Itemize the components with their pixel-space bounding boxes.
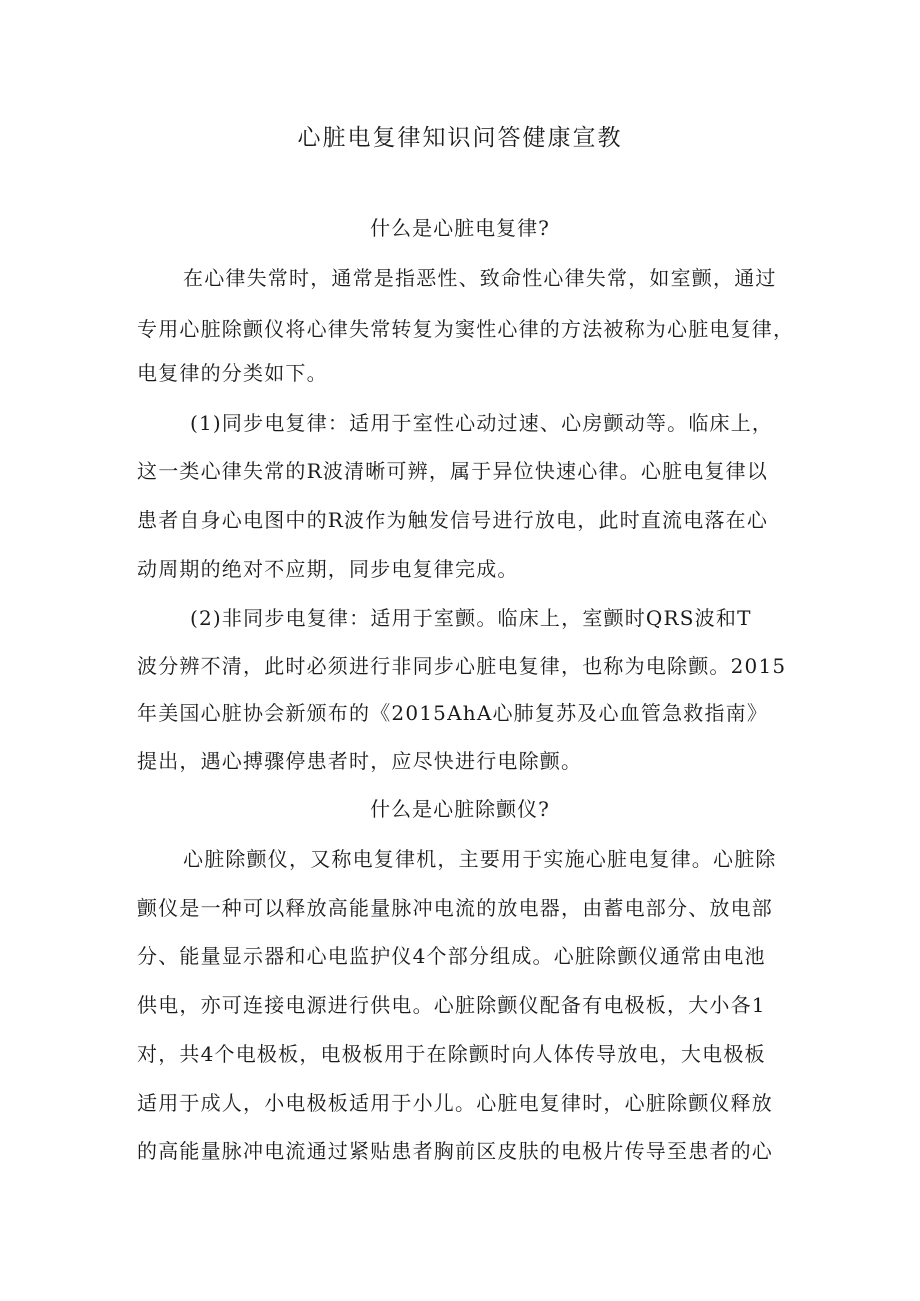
paragraph-line: (1)同步电复律：适用于室性心动过速、心房颤动等。临床上， [190, 411, 774, 435]
paragraph-line: 这一类心律失常的R波清晰可辨，属于异位快速心律。心脏电复律以 [137, 459, 769, 483]
paragraph-line: 电复律的分类如下。 [137, 361, 328, 385]
section-heading-defibrillator: 什么是心脏除颤仪? [370, 797, 550, 821]
paragraph-line: 波分辨不清，此时必须进行非同步心脏电复律，也称为电除颤。2015 [137, 654, 787, 678]
paragraph-line: 年美国心脏协会新颁布的《2015AhA心肺复苏及心血管急救指南》 [137, 701, 769, 725]
document-title: 心脏电复律知识问答健康宣教 [297, 125, 623, 151]
section-heading-electrical-cardioversion: 什么是心脏电复律? [370, 216, 550, 240]
paragraph-line: 提出，遇心搏骤停患者时，应尽快进行电除颤。 [137, 749, 583, 773]
paragraph-line: 患者自身心电图中的R波作为触发信号进行放电，此时直流电落在心 [137, 508, 769, 532]
paragraph-line: (2)非同步电复律：适用于室颤。临床上，室颤时QRS波和T [190, 606, 752, 630]
paragraph-line: 分、能量显示器和心电监护仪4个部分组成。心脏除颤仪通常由电池 [137, 944, 766, 968]
paragraph-line: 颤仪是一种可以释放高能量脉冲电流的放电器，由蓄电部分、放电部 [137, 896, 773, 920]
paragraph-line: 对，共4个电极板，电极板用于在除颤时向人体传导放电，大电极板 [137, 1042, 766, 1066]
paragraph-line: 适用于成人，小电极板适用于小儿。心脏电复律时，心脏除颤仪释放 [137, 1091, 773, 1115]
paragraph-line: 专用心脏除颤仪将心律失常转复为窦性心律的方法被称为心脏电复律， [137, 317, 795, 341]
paragraph-line: 供电，亦可连接电源进行供电。心脏除颤仪配备有电极板，大小各1 [137, 993, 766, 1017]
paragraph-line: 心脏除颤仪，又称电复律机，主要用于实施心脏电复律。心脏除 [183, 847, 777, 871]
paragraph-line: 在心律失常时，通常是指恶性、致命性心律失常，如室颤，通过 [183, 266, 777, 290]
paragraph-line: 的高能量脉冲电流通过紧贴患者胸前区皮肤的电极片传导至患者的心 [137, 1139, 773, 1163]
paragraph-line: 动周期的绝对不应期，同步电复律完成。 [137, 557, 519, 581]
